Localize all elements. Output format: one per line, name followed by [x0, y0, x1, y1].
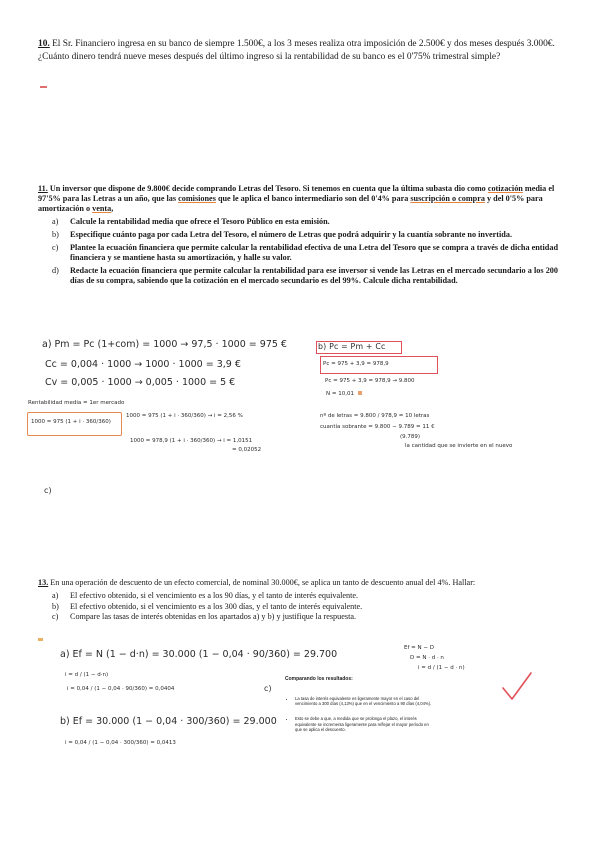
handwritten-line: Rentabilidad media = 1er mercado [28, 400, 125, 406]
check-mark-icon [500, 670, 534, 704]
comparison-block [285, 676, 435, 737]
handwritten-line: i = 0,04 / (1 − 0,04 · 300/360) = 0,0413 [65, 740, 176, 746]
handwritten-line: b) Ef = 30.000 (1 − 0,04 · 300/360) = 29.000 [60, 716, 277, 727]
handwritten-line: c) [44, 486, 52, 495]
handwritten-line: i = 0,04 / (1 − 0,04 · 90/360) = 0,0404 [67, 686, 175, 692]
handwritten-line: 1000 = 975 (1 + i · 360/360) [31, 419, 111, 425]
handwritten-line: 1000 = 978,9 (1 + i · 360/360) → i = 1,0151 [130, 438, 253, 444]
handwritten-line: la cantidad que se invierte en el nuevo [405, 443, 513, 449]
orange-mark [358, 391, 362, 395]
handwritten-line: Ef = N − D [404, 645, 434, 651]
list-item: • Esto se debe a que, a medida que se prolonga el plazo, el interés equivalente se incrementa ligeramente para reflejar el mayor período en que se aplica el descuento. [295, 716, 435, 732]
underlined-word: suscripción o compra [410, 194, 485, 203]
handwritten-line: a) Ef = N (1 − d·n) = 30.000 (1 − 0,04 · 90/360) = 29.700 [60, 649, 338, 660]
handwritten-line: cuantía sobrante = 9.800 − 9.789 = 11 € [320, 424, 435, 430]
handwritten-line: a) Pm = Pc (1+com) = 1000 → 97,5 · 1000 = 975 € [42, 339, 287, 350]
handwritten-line: c) [264, 684, 272, 693]
handwritten-line: Pc = 975 + 3,9 = 978,9 → 9.800 [325, 378, 415, 384]
red-mark [40, 86, 47, 88]
comparison-heading: Comparando los resultados: [285, 676, 353, 682]
list-item: • La tasa de interés equivalente es ligeramente mayor en el caso del vencimiento a 300 días (4,13%) que en el vencimiento a 90 días (4,04%). [295, 696, 435, 706]
underlined-word: cotización [487, 184, 523, 193]
list-item: a) Calcule la rentabilidad media que ofrece el Tesoro Público en esta emisión. [52, 217, 330, 226]
handwritten-line: i = d / (1 − d·n) [65, 672, 109, 678]
question-intro: 11. Un inversor que dispone de 9.800€ decide comprando Letras del Tesoro. Si tenemos en cuenta que la última subasta dio como cotización media el 97'5% para las Letras a un año, que las comisiones que le aplica el banco intermediario son del 0'4% para suscripción o compra y del 0'5% para amortización o venta, [38, 184, 555, 213]
handwritten-line: i = d / (1 − d · n) [418, 665, 465, 671]
orange-mark [38, 638, 43, 641]
comparison-list [285, 696, 435, 732]
handwritten-line: (9.789) [400, 434, 421, 440]
handwritten-line: = 0,02052 [232, 447, 262, 453]
list-item: c) Compare las tasas de interés obtenidas en los apartados a) y b) y justifique la respuesta. [52, 612, 357, 622]
handwritten-line: b) Pc = Pm + Cc [318, 342, 386, 351]
question-13 [38, 578, 558, 623]
question-parts [52, 217, 558, 286]
question-text: El Sr. Financiero ingresa en su banco de siempre 1.500€, a los 3 meses realiza otra imposición de 2.500€ y dos meses después 3.000€. ¿Cuánto dinero tendrá nueve meses después del último ingreso si la rentabilidad de su banco es el 0'75% trimestral simple? [38, 39, 555, 62]
underlined-word: venta [92, 204, 112, 213]
list-item: c) Plantee la ecuación financiera que permite calcular la rentabilidad efectiva de una Letra del Tesoro que se compra a través de dicha entidad financiera y se mantiene hasta su amortización, y halle su valor. [52, 243, 558, 262]
question-parts [52, 591, 558, 622]
handwritten-line: 1000 = 975 (1 + i · 360/360) → i = 2,56 % [126, 413, 243, 419]
underlined-word: comisiones [178, 194, 216, 203]
list-item: b) Especifique cuánto paga por cada Letra del Tesoro, el número de Letras que podrá adquirir y la cuantía sobrante no invertida. [52, 230, 512, 239]
question-intro: 13. En una operación de descuento de un efecto comercial, de nominal 30.000€, se aplica un tanto de descuento anual del 4%. Hallar: [38, 578, 476, 587]
question-10 [38, 38, 558, 63]
handwritten-line: N = 10,01 [326, 391, 354, 397]
question-11 [38, 184, 558, 289]
handwritten-line: Cc = 0,004 · 1000 → 1000 · 1000 = 3,9 € [45, 359, 241, 370]
list-item: a) El efectivo obtenido, si el vencimiento es a los 90 días, y el tanto de interés equivalente. [52, 591, 359, 601]
list-item: d) Redacte la ecuación financiera que permite calcular la rentabilidad para ese inversor si vende las Letras en el mercado secundario a los 200 días de su compra, sabiendo que la cotización en el mercado secundario es del 99%. Calcule dicha rentabilidad. [52, 266, 558, 285]
question-number: 10. [38, 39, 50, 49]
handwritten-line: Pc = 975 + 3,9 = 978,9 [323, 361, 389, 367]
handwritten-line: D = N · d · n [410, 655, 444, 661]
handwritten-line: Cv = 0,005 · 1000 → 0,005 · 1000 = 5 € [45, 377, 236, 388]
list-item: b) El efectivo obtenido, si el vencimiento es a los 300 días, y el tanto de interés equivalente. [52, 601, 363, 611]
handwritten-line: nº de letras = 9.800 / 978,9 = 10 letras [320, 413, 430, 419]
